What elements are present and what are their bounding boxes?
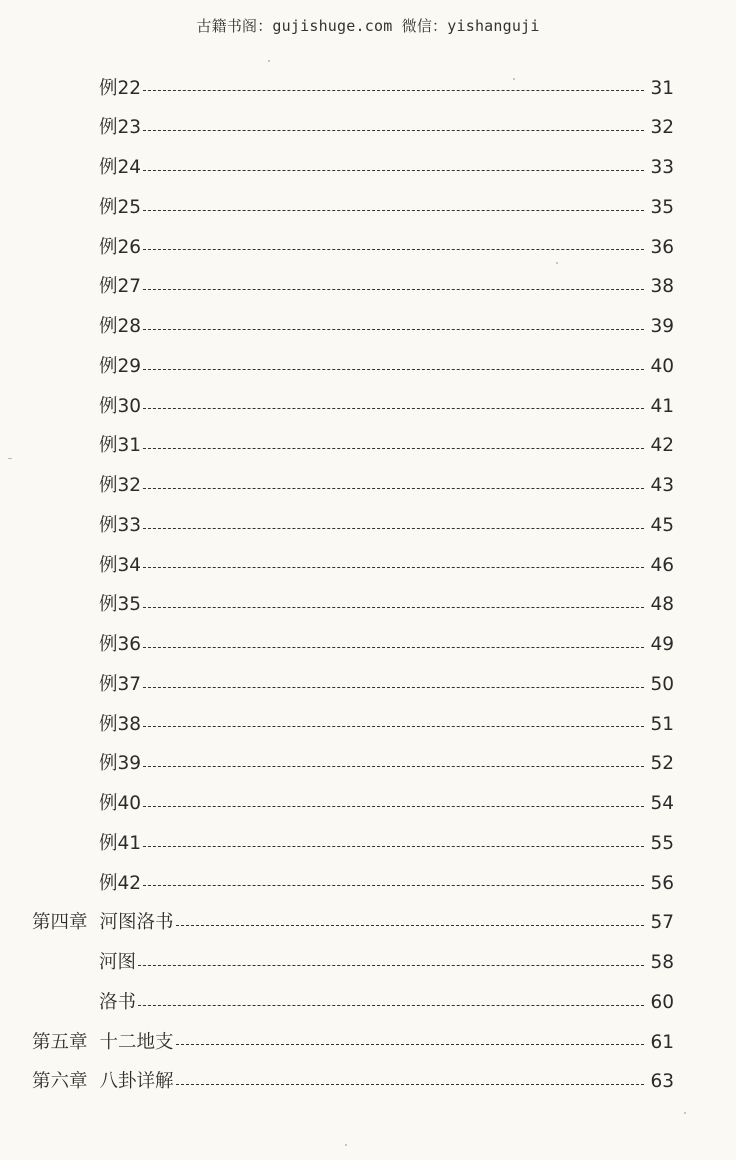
toc-entry-label: 例31 — [99, 435, 142, 457]
chapter-title: 河图洛书 — [99, 912, 174, 934]
toc-entry[interactable] — [0, 785, 736, 825]
toc-leader — [143, 687, 644, 688]
toc-leader — [176, 925, 644, 926]
toc-entry-page: 48 — [650, 594, 674, 616]
toc-entry-page: 49 — [650, 634, 674, 656]
toc-entry-label: 例28 — [99, 316, 142, 338]
toc-entry-label: 例27 — [99, 276, 142, 298]
toc-leader — [143, 249, 644, 250]
toc-leader — [143, 130, 644, 131]
toc-section[interactable] — [0, 983, 736, 1023]
toc-leader — [143, 448, 644, 449]
toc-entry[interactable] — [0, 864, 736, 904]
toc-entry-label: 例30 — [99, 395, 142, 417]
toc-entry[interactable] — [0, 149, 736, 189]
toc-entry-page: 31 — [650, 77, 674, 99]
paper-speck — [345, 1144, 347, 1146]
toc-leader — [143, 647, 644, 648]
toc-entry[interactable] — [0, 586, 736, 626]
toc-entry-label: 例25 — [99, 196, 142, 218]
chapter-page: 61 — [650, 1031, 674, 1053]
toc-entry-page: 35 — [650, 196, 674, 218]
paper-speck — [8, 458, 12, 459]
toc-entry-page: 39 — [650, 316, 674, 338]
toc-leader — [176, 1044, 644, 1045]
toc-leader — [143, 170, 644, 171]
chapter-number: 第五章 — [32, 1031, 88, 1053]
toc-entry-page: 55 — [650, 832, 674, 854]
table-of-contents — [0, 69, 736, 1103]
toc-entry-page: 46 — [650, 554, 674, 576]
chapter-number: 第四章 — [32, 912, 88, 934]
chapter-page: 63 — [650, 1071, 674, 1093]
toc-entry[interactable] — [0, 506, 736, 546]
toc-entry[interactable] — [0, 188, 736, 228]
toc-leader — [143, 885, 644, 886]
section-page: 58 — [650, 952, 674, 974]
toc-entry-label: 例36 — [99, 634, 142, 656]
toc-entry-page: 40 — [650, 355, 674, 377]
toc-leader — [143, 726, 644, 727]
toc-entry[interactable] — [0, 467, 736, 507]
toc-entry[interactable] — [0, 705, 736, 745]
toc-entry-page: 51 — [650, 713, 674, 735]
toc-entry[interactable] — [0, 268, 736, 308]
toc-leader — [143, 806, 644, 807]
toc-section[interactable] — [0, 944, 736, 984]
toc-leader — [143, 567, 644, 568]
chapter-page: 57 — [650, 912, 674, 934]
toc-entry-label: 例38 — [99, 713, 142, 735]
toc-leader — [143, 528, 644, 529]
toc-leader — [176, 1084, 644, 1085]
toc-leader — [143, 90, 644, 91]
toc-entry-page: 41 — [650, 395, 674, 417]
toc-entry-label: 例40 — [99, 793, 142, 815]
toc-entry-label: 例41 — [99, 832, 142, 854]
toc-leader — [143, 488, 644, 489]
toc-entry-page: 33 — [650, 157, 674, 179]
toc-entry[interactable] — [0, 427, 736, 467]
toc-entry-label: 例29 — [99, 355, 142, 377]
paper-speck — [513, 78, 515, 80]
toc-entry[interactable] — [0, 228, 736, 268]
toc-leader — [143, 846, 644, 847]
toc-entry-page: 45 — [650, 514, 674, 536]
toc-entry-label: 例32 — [99, 475, 142, 497]
chapter-title: 八卦详解 — [99, 1071, 174, 1093]
section-page: 60 — [650, 991, 674, 1013]
toc-entry-label: 例24 — [99, 157, 142, 179]
toc-entry-label: 例26 — [99, 236, 142, 258]
toc-leader — [143, 766, 644, 767]
toc-leader — [143, 408, 644, 409]
toc-entry-page: 43 — [650, 475, 674, 497]
toc-entry[interactable] — [0, 824, 736, 864]
toc-leader — [138, 965, 644, 966]
toc-entry-label: 例23 — [99, 117, 142, 139]
toc-entry-page: 36 — [650, 236, 674, 258]
chapter-number: 第六章 — [32, 1071, 88, 1093]
toc-entry-label: 例22 — [99, 77, 142, 99]
paper-speck — [268, 60, 270, 62]
toc-chapter-4[interactable] — [0, 904, 736, 944]
toc-entry-page: 54 — [650, 793, 674, 815]
toc-chapter-5[interactable] — [0, 1023, 736, 1063]
toc-leader — [143, 210, 644, 211]
toc-entry-label: 例37 — [99, 673, 142, 695]
toc-entry-label: 例35 — [99, 594, 142, 616]
toc-leader — [143, 369, 644, 370]
toc-entry-page: 42 — [650, 435, 674, 457]
toc-entry[interactable] — [0, 347, 736, 387]
toc-entry[interactable] — [0, 387, 736, 427]
toc-entry-label: 例33 — [99, 514, 142, 536]
chapter-title: 十二地支 — [99, 1031, 174, 1053]
toc-entry-page: 38 — [650, 276, 674, 298]
toc-leader — [143, 607, 644, 608]
section-label: 洛书 — [99, 991, 137, 1013]
toc-entry-label: 例34 — [99, 554, 142, 576]
page-header: 古籍书阁：gujishuge.com 微信：yishanguji — [196, 17, 540, 35]
toc-entry[interactable] — [0, 109, 736, 149]
toc-entry-page: 56 — [650, 872, 674, 894]
toc-leader — [143, 289, 644, 290]
section-label: 河图 — [99, 952, 137, 974]
toc-entry-label: 例39 — [99, 753, 142, 775]
toc-entry-page: 32 — [650, 117, 674, 139]
paper-speck — [684, 1112, 686, 1114]
toc-entry[interactable] — [0, 546, 736, 586]
toc-entry[interactable] — [0, 626, 736, 666]
toc-chapter-6[interactable] — [0, 1063, 736, 1103]
toc-entry-label: 例42 — [99, 872, 142, 894]
toc-entry[interactable] — [0, 69, 736, 109]
toc-entry[interactable] — [0, 308, 736, 348]
toc-leader — [143, 329, 644, 330]
toc-entry[interactable] — [0, 745, 736, 785]
toc-leader — [138, 1005, 644, 1006]
toc-entry[interactable] — [0, 665, 736, 705]
toc-entry-page: 50 — [650, 673, 674, 695]
toc-entry-page: 52 — [650, 753, 674, 775]
paper-speck — [556, 262, 558, 264]
